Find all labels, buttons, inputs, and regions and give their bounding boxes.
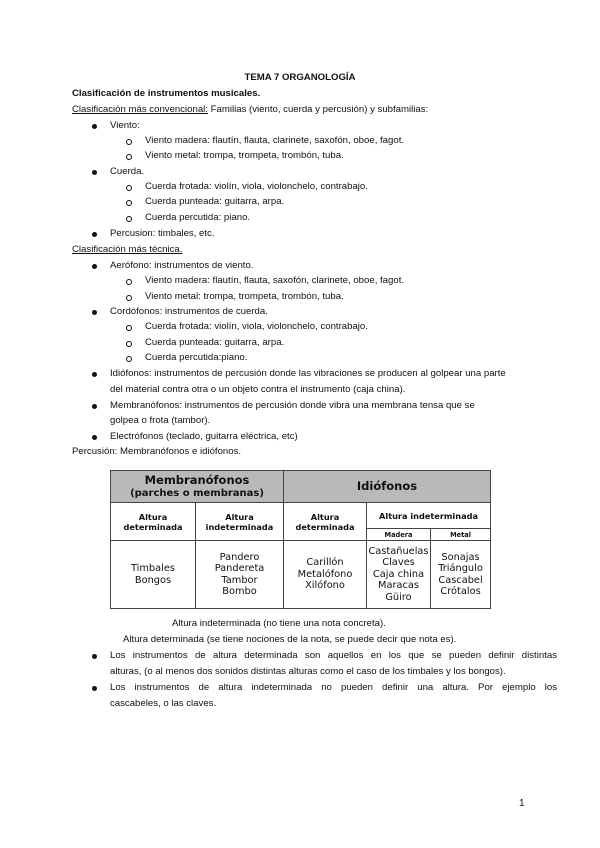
header-altura-indeterminada: Altura indeterminada bbox=[196, 503, 284, 541]
table-cell-item: Maracas bbox=[378, 580, 419, 592]
note-determinada: Altura determinada (se tiene nociones de la nota, se puede decir que nota es). bbox=[123, 634, 457, 645]
sub-bullet-icon bbox=[126, 216, 132, 222]
sub-bullet-icon bbox=[126, 295, 132, 301]
list-item-electrofonos: Electrófonos (teclado, guitarra eléctrica, etc) bbox=[110, 431, 298, 442]
list-item-cuerda-percutida-tec: Cuerda percutida:piano. bbox=[145, 352, 248, 363]
table-cell-item: Timbales bbox=[130, 563, 176, 574]
list-item-viento-madera-tec: Viento madera: flautín, flauta, saxofón, clarinete, oboe, fagot. bbox=[145, 275, 405, 286]
bullet-icon bbox=[92, 686, 97, 691]
list-item-viento-metal-tec: Viento metal: trompa, trompeta, trombón, tuba. bbox=[145, 291, 344, 302]
conventional-text: Familias (viento, cuerda y percusión) y subfamilias: bbox=[207, 104, 429, 115]
table-cell bbox=[431, 541, 491, 609]
list-item-idiofonos-l1: Idiófonos: instrumentos de percusión donde las vibraciones se producen al golpear una parte bbox=[110, 368, 506, 379]
list-item-cuerda-punteada-tec: Cuerda punteada: guitarra, arpa. bbox=[145, 337, 285, 348]
note-bullet2-l1: Los instrumentos de altura indeterminada no pueden definir una altura. Por ejemplo los bbox=[110, 682, 557, 693]
list-item-cordofonos: Cordófonos: instrumentos de cuerda. bbox=[110, 306, 268, 317]
conventional-label: Clasificación más convencional: bbox=[72, 104, 208, 115]
table-cell-item: Crótalos bbox=[440, 586, 481, 597]
header-metal: Metal bbox=[431, 529, 491, 541]
list-item-viento-madera: Viento madera: flautín, flauta, clarinete, saxofón, oboe, fagot. bbox=[145, 135, 405, 146]
sub-bullet-icon bbox=[126, 279, 132, 285]
list-item-cuerda: Cuerda. bbox=[110, 166, 145, 177]
sub-bullet-icon bbox=[126, 154, 132, 160]
table-cell bbox=[111, 541, 196, 609]
membranofonos-subtitle: (parches o membranas) bbox=[130, 487, 264, 499]
sub-bullet-icon bbox=[126, 325, 132, 331]
list-item-cuerda-percutida: Cuerda percutida: piano. bbox=[145, 212, 251, 223]
table-cell-item: Tambor bbox=[221, 574, 258, 586]
sub-bullet-icon bbox=[126, 356, 132, 362]
note-bullet2-l2: cascabeles, o las claves. bbox=[110, 698, 217, 709]
bullet-icon bbox=[92, 170, 97, 175]
bullet-icon bbox=[92, 124, 97, 129]
table-cell bbox=[196, 541, 284, 609]
sub-bullet-icon bbox=[126, 139, 132, 145]
bullet-icon bbox=[92, 654, 97, 659]
list-item-percusion: Percusion: timbales, etc. bbox=[110, 228, 215, 239]
table-cell-item: Pandereta bbox=[214, 563, 265, 574]
table-cell-item: Pandero bbox=[219, 551, 260, 563]
table-cell-item: Sonajas bbox=[441, 551, 480, 563]
table-cell bbox=[367, 541, 431, 609]
list-item-membranofonos-l1: Membranófonos: instrumentos de percusión donde vibra una membrana tensa que se bbox=[110, 400, 475, 411]
list-item-aerofono: Aerófono: instrumentos de viento. bbox=[110, 260, 254, 271]
table-cell-item: Caja china bbox=[372, 568, 425, 580]
table-cell-item: Güiro bbox=[385, 591, 412, 603]
header-idio-altura-indeterminada: Altura indeterminada bbox=[367, 503, 491, 529]
table-cell-item: Bombo bbox=[222, 586, 257, 597]
note-bullet1-l1: Los instrumentos de altura determinada son aquellos en los que se pueden definir distintas bbox=[110, 650, 557, 661]
list-item-idiofonos-l2: del material contra otra o un objeto contra el instrumento (caja china). bbox=[110, 384, 406, 395]
list-item-cuerda-frotada: Cuerda frotada: violín, viola, violonchelo, contrabajo. bbox=[145, 181, 368, 192]
table-cell-item: Castañuelas bbox=[368, 545, 429, 557]
percussion-intro: Percusión: Membranófonos e idiófonos. bbox=[72, 446, 242, 457]
list-item-membranofonos-l2: golpea o frota (tambor). bbox=[110, 415, 211, 426]
technical-label: Clasificación más técnica. bbox=[72, 244, 183, 255]
idiofonos-header: Idiófonos bbox=[284, 471, 491, 503]
note-bullet1-l2: alturas, (o al menos dos sonidos distintas alturas como el caso de los timbales y los bongos). bbox=[110, 666, 506, 677]
list-item-viento-metal: Viento metal: trompa, trompeta, trombón, tuba. bbox=[145, 150, 344, 161]
percussion-table bbox=[110, 470, 490, 608]
header-idio-altura-determinada: Altura determinada bbox=[284, 503, 367, 541]
table-cell-item: Bongos bbox=[134, 574, 172, 586]
bullet-icon bbox=[92, 264, 97, 269]
table-cell-item: Xilófono bbox=[305, 580, 345, 592]
list-item-cuerda-punteada: Cuerda punteada: guitarra, arpa. bbox=[145, 196, 285, 207]
bullet-icon bbox=[92, 372, 97, 377]
bullet-icon bbox=[92, 232, 97, 237]
membranofonos-header bbox=[111, 471, 284, 503]
table-cell-item: Cascabel bbox=[438, 574, 483, 586]
list-item-cuerda-frotada-tec: Cuerda frotada: violín, viola, violonchelo, contrabajo. bbox=[145, 321, 368, 332]
membranofonos-title: Membranófonos bbox=[144, 472, 250, 487]
page-title: TEMA 7 ORGANOLOGÍA bbox=[244, 72, 356, 83]
table-cell-item: Triángulo bbox=[438, 563, 483, 574]
table-cell bbox=[284, 541, 367, 609]
table-cell-item: Metalófono bbox=[297, 568, 353, 580]
header-altura-determinada: Altura determinada bbox=[111, 503, 196, 541]
page-number: 1 bbox=[519, 798, 525, 809]
sub-bullet-icon bbox=[126, 341, 132, 347]
conventional-intro bbox=[72, 104, 428, 116]
bullet-icon bbox=[92, 435, 97, 440]
header-madera: Madera bbox=[367, 529, 431, 541]
table-cell-item: Carillón bbox=[306, 557, 344, 569]
bullet-icon bbox=[92, 404, 97, 409]
list-item-viento: Viento: bbox=[110, 120, 140, 131]
sub-bullet-icon bbox=[126, 200, 132, 206]
section-heading: Clasificación de instrumentos musicales. bbox=[72, 88, 261, 99]
bullet-icon bbox=[92, 310, 97, 315]
sub-bullet-icon bbox=[126, 185, 132, 191]
table-cell-item: Claves bbox=[382, 557, 415, 569]
note-indeterminada: Altura indeterminada (no tiene una nota concreta). bbox=[172, 618, 386, 629]
